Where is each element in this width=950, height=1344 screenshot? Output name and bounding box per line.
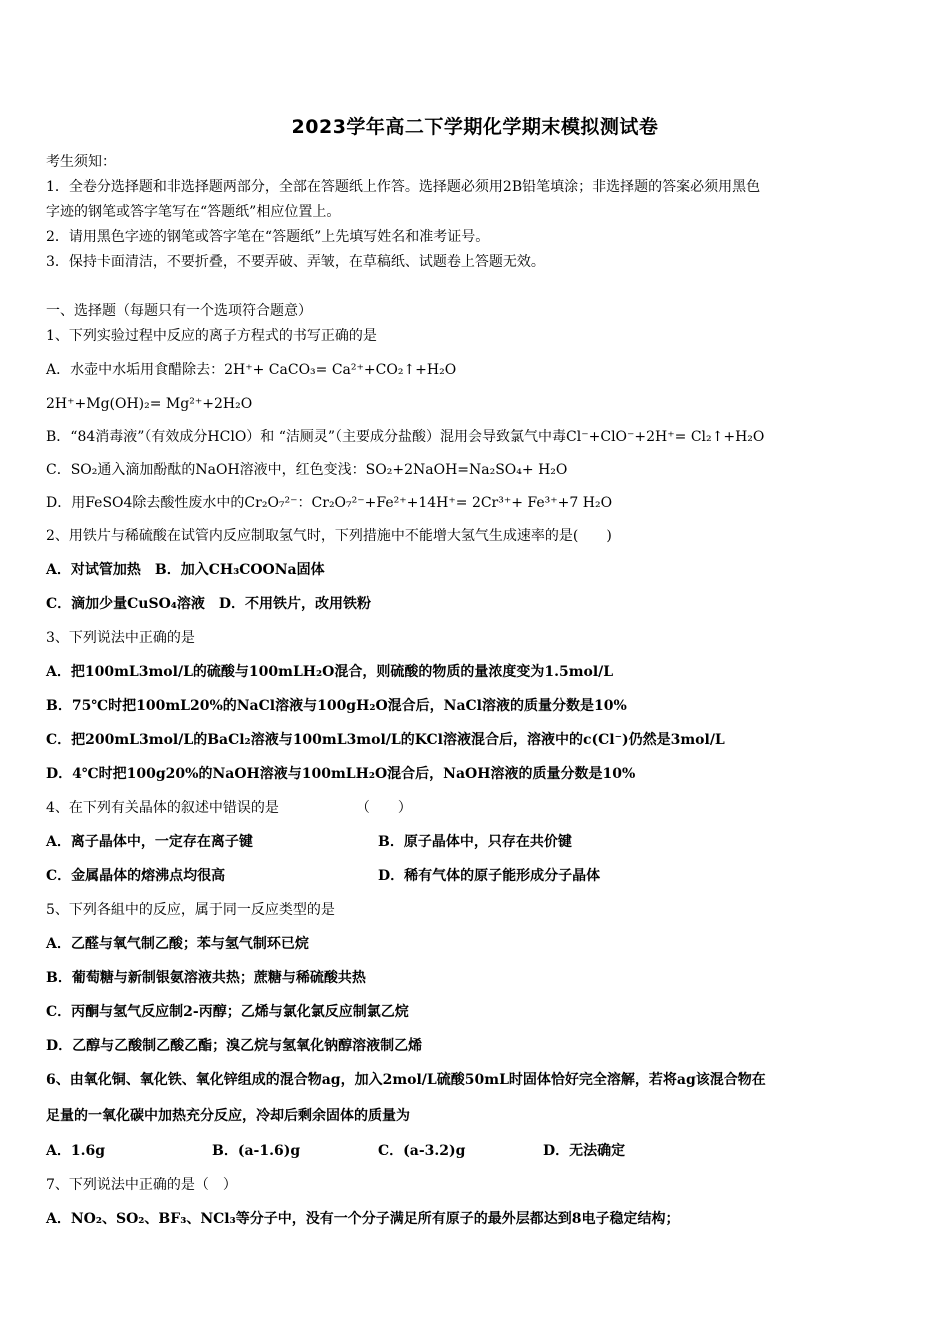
option-c: C．丙酮与氢气反应制2-丙醇；乙烯与氯化氯反应制氯乙烷: [46, 1004, 409, 1020]
question-stem: 1、下列实验过程中反应的离子方程式的书写正确的是: [46, 328, 377, 344]
options-ab: A．对试管加热 B．加入CH₃COONa固体: [46, 562, 325, 578]
option-d: D．4℃时把100g20%的NaOH溶液与100mLH₂O混合后，NaOH溶液的质量分数是10%: [46, 766, 636, 782]
notice-item: 2．请用黑色字迹的钢笔或答字笔在“答题纸”上先填写姓名和准考证号。: [46, 229, 490, 245]
option-a: A．把100mL3mol/L的硫酸与100mLH₂O混合，则硫酸的物质的量浓度变为1.5mol/L: [46, 664, 614, 680]
option-b: B．“84消毒液”（有效成分HClO）和 “洁厕灵”（主要成分盐酸）混用会导致氯气中毒Cl⁻+ClO⁻+2H⁺= Cl₂↑+H₂O: [46, 429, 765, 445]
question-stem: 5、下列各組中的反应，属于同一反应类型的是: [46, 902, 335, 918]
option-c: C．金属晶体的熔沸点均很高: [46, 868, 226, 884]
option-a-cont: 2H⁺+Mg(OH)₂= Mg²⁺+2H₂O: [46, 396, 253, 412]
question-stem: 4、在下列有关晶体的叙述中错误的是 （ ）: [46, 800, 412, 816]
notice-item: 1．全卷分选择题和非选择题两部分，全部在答题纸上作答。选择题必须用2B铅笔填涂；非选择题的答案必须用黑色: [46, 179, 761, 195]
notice-item: 3．保持卡面清洁，不要折叠，不要弄破、弄皱，在草稿纸、试题卷上答题无效。: [46, 254, 545, 270]
question-stem: 3、下列说法中正确的是: [46, 630, 195, 646]
option-d: D．乙醇与乙酸制乙酸乙酯；溴乙烷与氢氧化钠醇溶液制乙烯: [46, 1038, 423, 1054]
option-c: C．把200mL3mol/L的BaCl₂溶液与100mL3mol/L的KCl溶液混合后，溶液中的c(Cl⁻)仍然是3mol/L: [46, 732, 725, 748]
option-d: D．无法确定: [543, 1143, 626, 1159]
option-b: B．75℃时把100mL20%的NaCl溶液与100gH₂O混合后，NaCl溶液的质量分数是10%: [46, 698, 627, 714]
notice-item: 字迹的钢笔或答字笔写在“答题纸”相应位置上。: [46, 204, 341, 220]
question-stem: 7、下列说法中正确的是（ ）: [46, 1177, 237, 1193]
section-heading: 一、选择题（每题只有一个选项符合题意）: [46, 303, 312, 319]
option-a: A．NO₂、SO₂、BF₃、NCl₃等分子中，没有一个分子满足所有原子的最外层都达到8电子稳定结构；: [46, 1211, 680, 1227]
question-stem-cont: 足量的一氧化碳中加热充分反应，冷却后剩余固体的质量为: [46, 1108, 410, 1124]
option-a: A．水壶中水垢用食醋除去：2H⁺+ CaCO₃= Ca²⁺+CO₂↑+H₂O: [46, 362, 457, 378]
option-d: D．用FeSO4除去酸性废水中的Cr₂O₇²⁻：Cr₂O₇²⁻+Fe²⁺+14H⁺= 2Cr³⁺+ Fe³⁺+7 H₂O: [46, 495, 613, 511]
question-stem: 6、由氧化铜、氧化铁、氧化锌组成的混合物ag，加入2mol/L硫酸50mL时固体恰好完全溶解，若将ag该混合物在: [46, 1072, 766, 1088]
notice-heading: 考生须知：: [46, 154, 116, 170]
option-d: D．稀有气体的原子能形成分子晶体: [378, 868, 601, 884]
option-a: A．1.6g: [46, 1143, 106, 1159]
option-b: B．(a-1.6)g: [212, 1143, 301, 1159]
option-c: C．(a-3.2)g: [378, 1143, 466, 1159]
option-b: B．原子晶体中，只存在共价键: [378, 834, 572, 850]
option-a: A．离子晶体中，一定存在离子键: [46, 834, 253, 850]
option-b: B．葡萄糖与新制银氨溶液共热；蔗糖与稀硫酸共热: [46, 970, 366, 986]
page-title: 2023学年高二下学期化学期末模拟测试卷: [291, 116, 659, 138]
question-stem: 2、用铁片与稀硫酸在试管内反应制取氢气时，下列措施中不能增大氢气生成速率的是( ): [46, 528, 612, 544]
option-c: C．SO₂通入滴加酚酞的NaOH溶液中，红色变浅：SO₂+2NaOH=Na₂SO₄+ H₂O: [46, 462, 568, 478]
option-a: A．乙醛与氧气制乙酸；苯与氢气制环已烷: [46, 936, 309, 952]
options-cd: C．滴加少量CuSO₄溶液 D．不用铁片，改用铁粉: [46, 596, 372, 612]
